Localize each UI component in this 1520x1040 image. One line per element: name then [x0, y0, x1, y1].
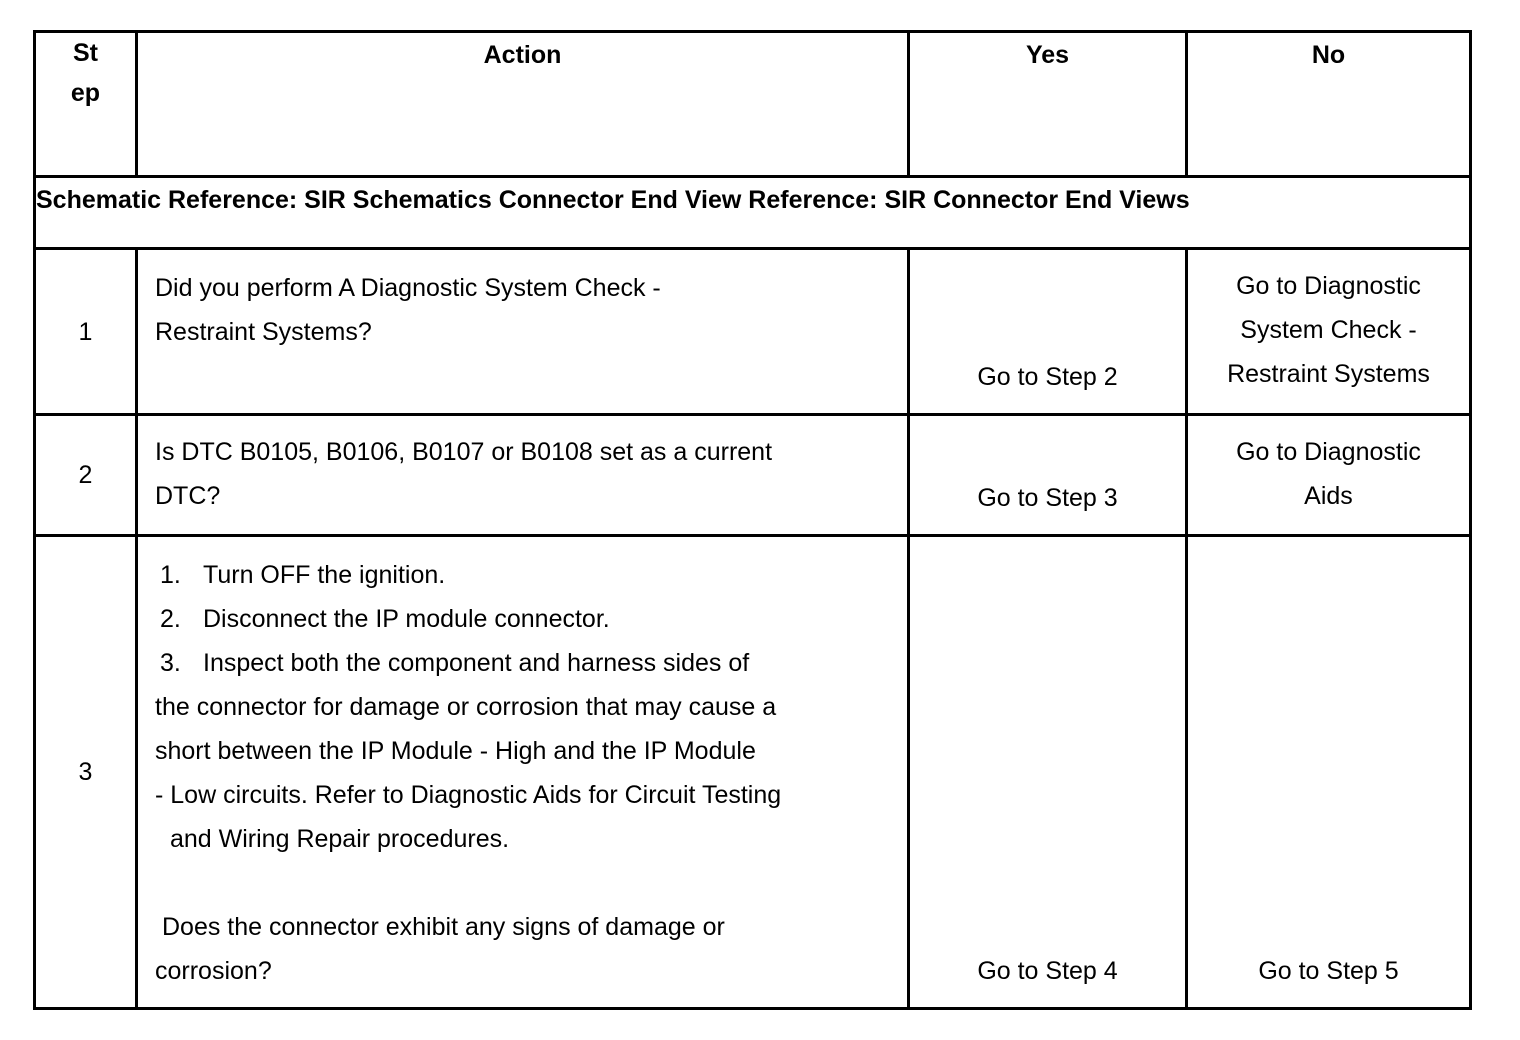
yes-result: Go to Step 3: [909, 415, 1187, 536]
header-row: [35, 32, 1471, 177]
schematic-reference-row: [35, 177, 1471, 249]
table-row: [35, 536, 1471, 1009]
continuation-line: short between the IP Module - High and the IP Module: [155, 737, 756, 765]
continuation-line: and Wiring Repair procedures.: [170, 825, 510, 853]
list-item-text: Turn OFF the ignition.: [203, 561, 446, 589]
list-item: [155, 553, 895, 597]
header-no: No: [1187, 32, 1471, 177]
header-step-line2: ep: [70, 79, 101, 107]
action-cell: [137, 249, 909, 415]
table-row: [35, 415, 1471, 536]
no-result-line: Go to Diagnostic: [1236, 272, 1421, 300]
schematic-reference: Schematic Reference: SIR Schematics Connector End View Reference: SIR Connector End Views: [35, 177, 1471, 249]
question-line: Does the connector exhibit any signs of damage or: [162, 913, 725, 941]
list-item-number: 1.: [160, 561, 181, 589]
list-item: [155, 597, 895, 641]
list-item-text: Disconnect the IP module connector.: [203, 605, 610, 633]
diagnostic-table: [33, 30, 1472, 1010]
table-row: [35, 249, 1471, 415]
header-step: [35, 32, 137, 177]
no-result-line: System Check -: [1240, 316, 1417, 344]
action-line: Did you perform A Diagnostic System Check -: [155, 274, 661, 302]
header-action: Action: [137, 32, 909, 177]
procedure-list: [155, 553, 895, 685]
action-line: Restraint Systems?: [155, 318, 372, 346]
no-result: [1187, 249, 1471, 415]
no-result-line: Aids: [1304, 482, 1353, 510]
continuation-line: the connector for damage or corrosion that may cause a: [155, 693, 777, 721]
action-line: DTC?: [155, 482, 221, 510]
no-result-line: Restraint Systems: [1227, 360, 1430, 388]
continuation-line: - Low circuits. Refer to Diagnostic Aids for Circuit Testing: [155, 781, 782, 809]
header-yes: Yes: [909, 32, 1187, 177]
no-result: [1187, 415, 1471, 536]
yes-result: Go to Step 2: [909, 249, 1187, 415]
question-line: corrosion?: [155, 957, 272, 985]
step-number: 3: [35, 536, 137, 1009]
header-step-line1: St: [73, 39, 98, 67]
step-number: 1: [35, 249, 137, 415]
question: [155, 905, 895, 993]
action-line: Is DTC B0105, B0106, B0107 or B0108 set as a current: [155, 438, 773, 466]
no-result-line: Go to Diagnostic: [1236, 438, 1421, 466]
list-item-text: Inspect both the component and harness sides of: [203, 649, 750, 677]
action-cell: [137, 415, 909, 536]
step-number: 2: [35, 415, 137, 536]
list-item-number: 2.: [160, 605, 181, 633]
action-cell: [137, 536, 909, 1009]
list-item-number: 3.: [160, 649, 181, 677]
yes-result: Go to Step 4: [909, 536, 1187, 1009]
no-result: Go to Step 5: [1187, 536, 1471, 1009]
list-item: [155, 641, 895, 685]
